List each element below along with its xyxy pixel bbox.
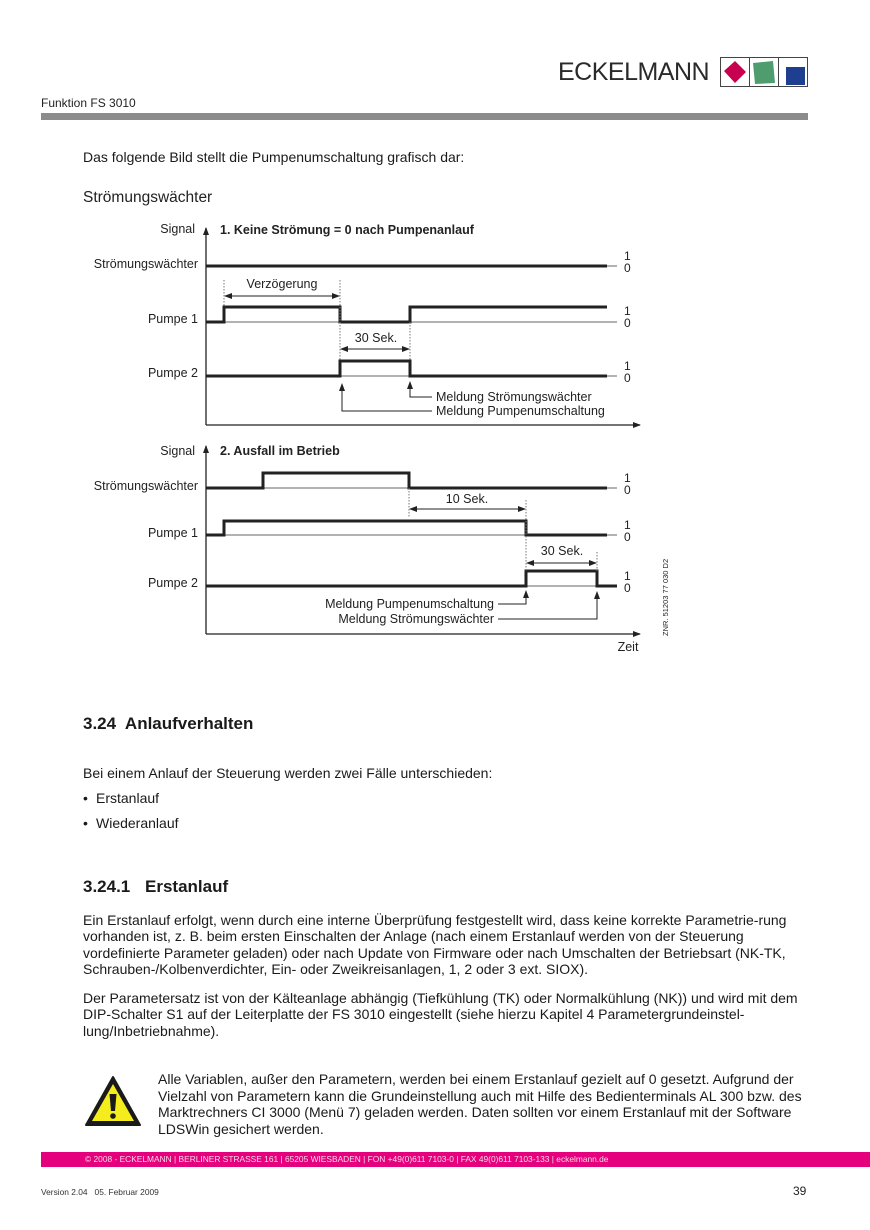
section-title: Anlaufverhalten	[124, 714, 254, 733]
footer-bar	[41, 1152, 870, 1167]
level-low: 0	[624, 530, 631, 544]
signal-pumpe1-1	[206, 307, 607, 322]
list-item-text: Erstanlauf	[96, 790, 160, 806]
section-heading	[83, 714, 253, 734]
level-high: 1	[624, 249, 631, 263]
level-high: 1	[624, 471, 631, 485]
row-label: Pumpe 2	[147, 366, 198, 380]
signal-label-1: Signal	[160, 222, 195, 236]
subsection-number: 3.24.1	[83, 877, 131, 896]
panel-1-heading: 1. Keine Strömung = 0 nach Pumpenanlauf	[220, 223, 474, 237]
section-text: Bei einem Anlauf der Steuerung werden zwei Fälle unterschieden:	[83, 765, 493, 781]
row-label: Strömungswächter	[93, 257, 198, 271]
signal-label-2: Signal	[160, 444, 195, 458]
subsection-title: Erstanlauf	[145, 877, 229, 896]
row-label: Pumpe 1	[147, 526, 198, 540]
running-title: Funktion FS 3010	[41, 96, 136, 110]
panel-2-heading: 2. Ausfall im Betrieb	[220, 444, 340, 458]
interval-label: 30 Sek.	[354, 331, 398, 345]
msg-flow-arrow	[410, 382, 432, 397]
intro-text: Das folgende Bild stellt die Pumpenumschaltung grafisch dar:	[83, 149, 465, 165]
version-info: Version 2.04 05. Februar 2009	[41, 1187, 159, 1197]
level-high: 1	[624, 304, 631, 318]
level-low: 0	[624, 483, 631, 497]
level-high: 1	[624, 359, 631, 373]
level-low: 0	[624, 581, 631, 595]
drawing-number: ZNR. 51203 77 030 D2	[661, 558, 670, 636]
msg-switch-label: Meldung Pumpenumschaltung	[436, 404, 605, 418]
list-item: • Erstanlauf	[83, 790, 160, 806]
msg-flow-label: Meldung Strömungswächter	[338, 612, 494, 626]
row-label: Pumpe 2	[147, 576, 198, 590]
msg-flow-label: Meldung Strömungswächter	[436, 390, 592, 404]
row-label: Strömungswächter	[93, 479, 198, 493]
level-low: 0	[624, 371, 631, 385]
list-item-text: Wiederanlauf	[96, 815, 179, 831]
signal-pumpe2-2	[206, 571, 617, 586]
msg-flow-arrow	[498, 592, 597, 619]
warning-text: Alle Variablen, außer den Parametern, werden bei einem Erstanlauf gezielt auf 0 gesetzt. Aufgrund der Vielzahl von Parametern kann die Grundeinstellung auch mit Hilfe des Bedienterminals AL 300 bzw. des Marktrechners CI 3000 (Menü 7) geladen werden. Daten sollten vor einem Erstanlauf mit der Software LDSWin gesichert werden.	[158, 1071, 802, 1137]
panel-2	[94, 444, 640, 654]
signal-pumpe1-2	[206, 521, 607, 535]
delay-label: Verzögerung	[246, 277, 318, 291]
signal-stroemungswaechter-2	[206, 473, 607, 488]
msg-switch-arrow	[498, 591, 526, 604]
figure-title: Strömungswächter	[83, 189, 213, 206]
subsection-heading	[83, 877, 228, 897]
list-item: • Wiederanlauf	[83, 815, 179, 831]
level-low: 0	[624, 261, 631, 275]
interval-label: 10 Sek.	[445, 492, 489, 506]
brand-logo-text: ECKELMANN	[558, 58, 710, 86]
warning-icon	[84, 1075, 142, 1127]
footer-imprint: © 2008 - ECKELMANN | BERLINER STRASSE 161 | 65205 WIESBADEN | FON +49(0)611 7103-0 | FAX 49(0)611 7103-133 | eckelmann.de	[85, 1154, 609, 1164]
page-number: 39	[793, 1184, 807, 1198]
level-low: 0	[624, 316, 631, 330]
level-high: 1	[624, 518, 631, 532]
row-label: Pumpe 1	[147, 312, 198, 326]
signal-pumpe2-1	[206, 361, 607, 376]
time-label: Zeit	[617, 640, 639, 654]
interval-label: 30 Sek.	[540, 544, 584, 558]
paragraph: Ein Erstanlauf erfolgt, wenn durch eine interne Überprüfung festgestellt wird, dass keine korrekte Parametrie-rung vorhanden ist, z. B. beim ersten Einschalten der Anlage (nach einem Erstanlauf werden von der Steuerung vordefinierte Parameter geladen) oder nach Update von Firmware oder nach Umschalten der Betriebsart (NK-TK, Schrauben-/Kolbenverdichter, Ein- oder Zweikreisanlagen, 1, 2 oder 3 ext. SIOX).	[83, 912, 787, 977]
section-number: 3.24	[83, 714, 117, 733]
panel-1	[94, 222, 640, 425]
paragraph: Der Parametersatz ist von der Kälteanlage abhängig (Tiefkühlung (TK) oder Normalkühlung (NK)) und wird mit dem DIP-Schalter S1 auf der Leiterplatte der FS 3010 eingestellt (siehe hierzu Kapitel 4 Parametergrundeinstel-lung/Inbetriebnahme).	[83, 990, 798, 1039]
msg-switch-label: Meldung Pumpenumschaltung	[325, 597, 494, 611]
level-high: 1	[624, 569, 631, 583]
